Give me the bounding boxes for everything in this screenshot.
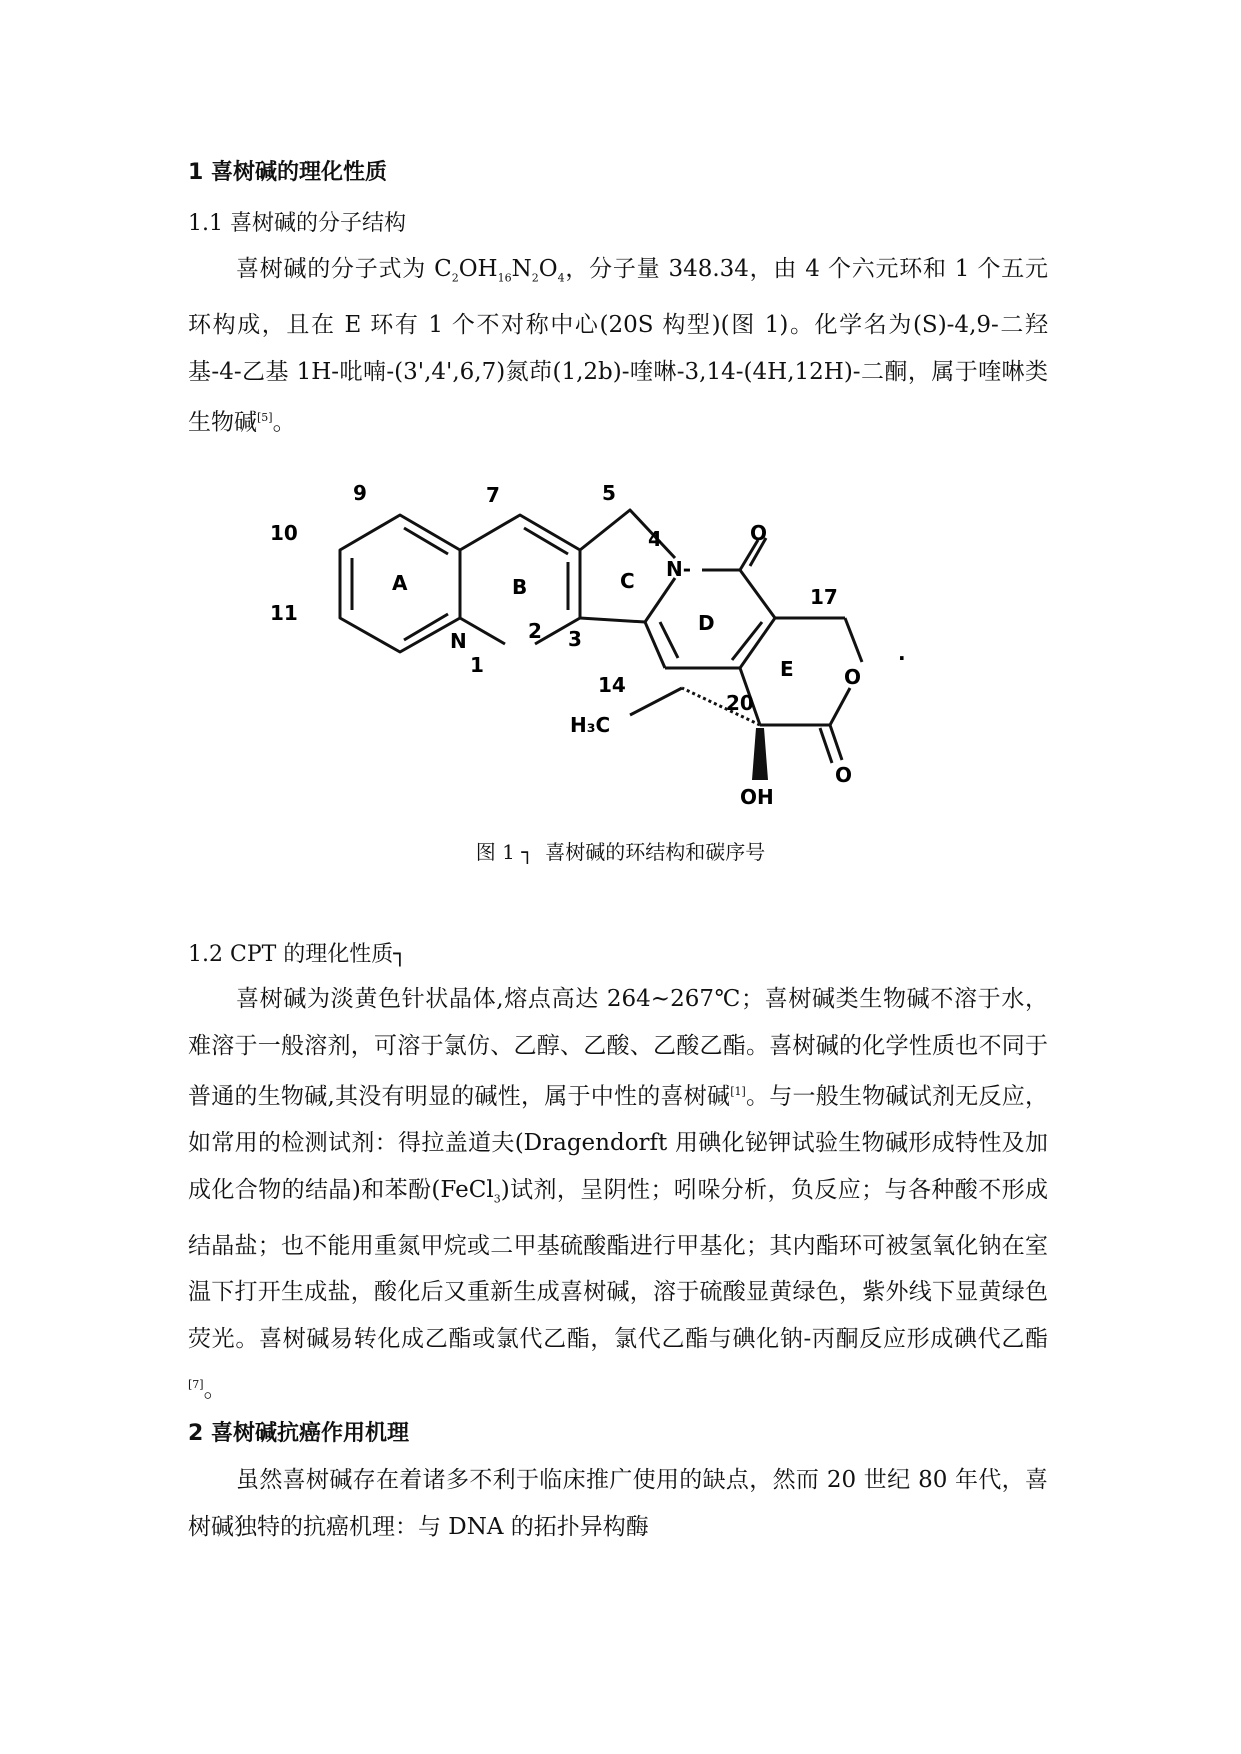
stray-dot: . [898, 641, 906, 665]
citation-ref: [5] [257, 411, 273, 425]
citation-ref: [7] [188, 1378, 204, 1392]
ethyl-bond [630, 688, 682, 715]
section-heading-2: 2 喜树碱抗癌作用机理 [188, 1421, 409, 1446]
ring-e-bond [845, 618, 862, 662]
ring-c-bond [580, 618, 645, 622]
position-2: 2 [528, 619, 542, 643]
ring-c-bond [645, 578, 675, 622]
position-14: 14 [598, 673, 626, 697]
figure-caption-text: 喜树碱的环结构和碳序号 [545, 840, 766, 864]
hydroxyl-label: OH [740, 785, 774, 809]
atom-o-carbonyl: O [750, 521, 768, 545]
paragraph-physicochemical-properties: 喜树碱为淡黄色针状晶体,熔点高达 264~267℃；喜树碱类生物碱不溶于水，难溶于一般溶剂，可溶于氯仿、乙醇、乙酸、乙酸乙酯。喜树碱的化学性质也不同于普通的生物碱,其没有明显的碱性，属于中性的喜树碱[1]。与一般生物碱试剂无反应，如常用的检测试剂：得拉盖道夫(Dragendorft 用碘化铋钾试验生物碱形成特性及加成化合物的结晶)和苯酚(FeCl$_3$)试剂，呈阴性；吲哚分析，负反应；与各种酸不形成结晶盐；也不能用重氮甲烷或二甲基硫酸酯进行甲基化；其内酯环可被氢氧化钠在室温下打开生成盐，酸化后又重新生成喜树碱，溶于硫酸显黄绿色，紫外线下显黄绿色荧光。喜树碱易转化成乙酯或氯代乙酯，氯代乙酯与碘化钠-丙酮反应形成碘代乙酯[7]。 [188, 986, 1049, 1403]
atom-o-ring: O [844, 665, 862, 689]
ring-d-bond [740, 570, 775, 618]
hydroxyl-wedge [752, 728, 768, 780]
lactone-carbonyl-bond [820, 728, 832, 763]
position-11: 11 [270, 601, 298, 625]
atom-n4: N- [666, 557, 692, 581]
position-5: 5 [602, 481, 616, 505]
atom-n1: N [450, 629, 467, 653]
position-7: 7 [486, 483, 500, 507]
atom-o-lactone: O [835, 763, 853, 787]
ring-label-b: B [512, 575, 528, 599]
position-4: 4 [648, 527, 662, 551]
lactone-carbonyl-bond [830, 725, 842, 760]
paragraph-molecular-structure: 喜树碱的分子式为 $C_2OH_{16}N_2O_4$，分子量 348.34，由 4 个六元环和 1 个五元环构成，且在 E 环有 1 个不对称中心(20S 构型)(图 1)。化学名为(S)-4,9-二羟基-4-乙基 1H-吡喃-(3',4',6,7)氮茚(1,2b)-喹啉-3,14-(4H,12H)-二酮，属于喹啉类生物碱[5]。 [188, 256, 1048, 436]
section-heading-1: 1 喜树碱的理化性质 [188, 160, 387, 185]
position-17: 17 [810, 585, 838, 609]
figure-caption [0, 838, 1241, 866]
position-3: 3 [568, 627, 582, 651]
camptothecin-structure-figure [270, 470, 970, 810]
paragraph-anticancer-mechanism: 虽然喜树碱存在着诸多不利于临床推广使用的缺点，然而 20 世纪 80 年代，喜树碱独特的抗癌机理：与 DNA 的拓扑异构酶 [188, 1467, 1048, 1540]
ring-label-d: D [698, 611, 715, 635]
position-9: 9 [353, 481, 367, 505]
ring-label-a: A [392, 571, 408, 595]
citation-ref: [1] [730, 1085, 746, 1098]
ring-b-bond [460, 618, 505, 644]
position-10: 10 [270, 521, 298, 545]
subsection-heading-1-1: 1.1 喜树碱的分子结构 [188, 211, 406, 236]
position-1: 1 [470, 653, 484, 677]
methyl-label: H₃C [570, 713, 611, 737]
ring-label-e: E [780, 657, 794, 681]
ring-b-bond [460, 515, 580, 618]
ring-label-c: C [620, 569, 635, 593]
position-20: 20 [726, 691, 754, 715]
figure-caption-label: 图 1 ┐ [475, 840, 534, 864]
ring-e-bond [830, 688, 850, 725]
subsection-heading-1-2: 1.2 CPT 的理化性质┐ [188, 942, 407, 967]
ring-d-inner-bond [660, 622, 678, 658]
